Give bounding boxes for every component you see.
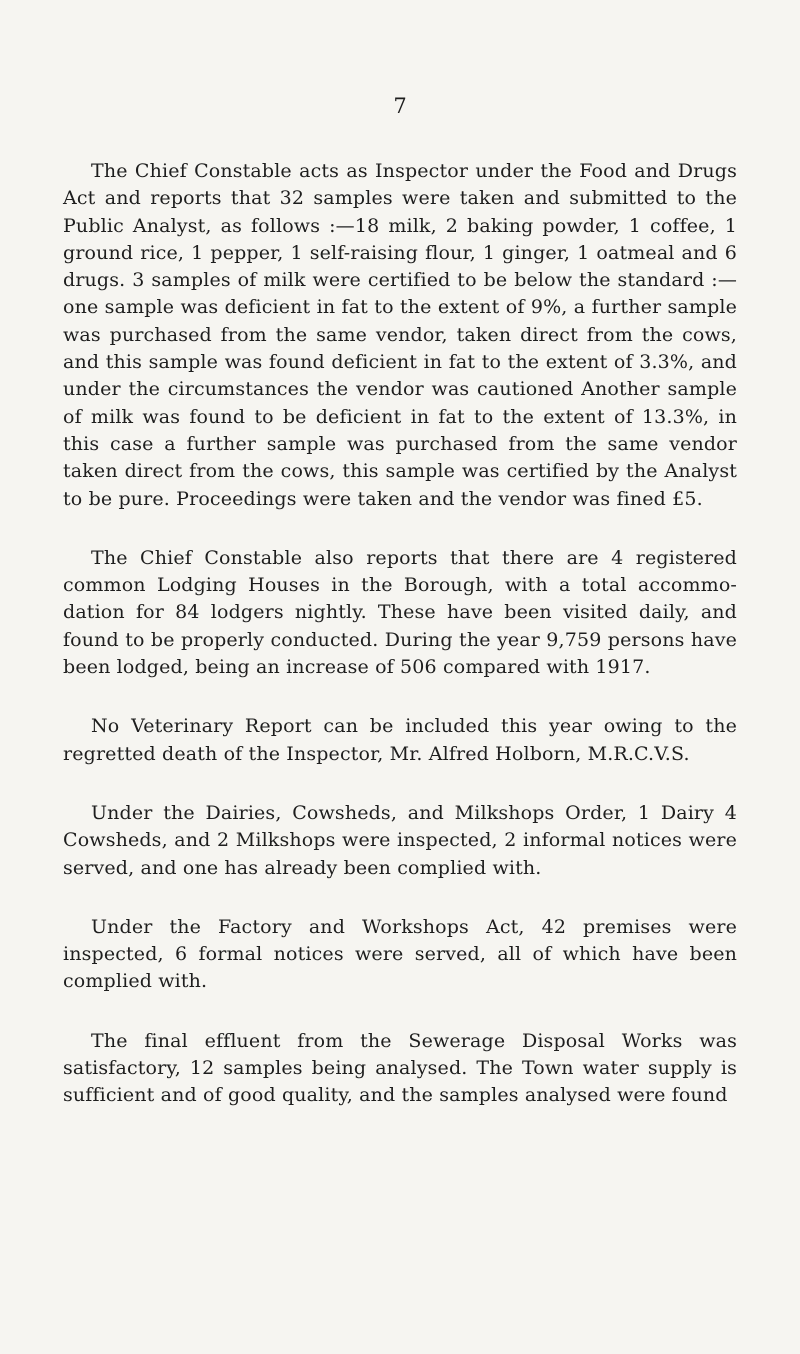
page-number: 7 — [393, 94, 407, 118]
report-body — [63, 158, 737, 1110]
paragraph-food-and-drugs: The Chief Constable acts as Inspector under the Food and Drugs Act and reports that 32 samples were taken and submitted to the Public Analyst, as follows :—18 milk, 2 baking powder, 1 coffee, 1 ground rice, 1 pepper, 1 self-raising flour, 1 ginger, 1 oatmeal and 6 drugs. 3 samples of milk were certified to be below the standard :— one sample was deficient in fat to the extent of 9%, a further sample was purchased from the same vendor, taken direct from the cows, and this sample was found deficient in fat to the extent of 3.3%, and under the circumstances the vendor was cautioned Another sample of milk was found to be deficient in fat to the extent of 13.3%, in this case a further sample was purchased from the same vendor taken direct from the cows, this sample was certified by the Analyst to be pure. Proceedings were taken and the vendor was fined £5. — [63, 160, 737, 510]
paragraph-factory-workshops: Under the Factory and Workshops Act, 42 premises were inspected, 6 formal notices were served, all of which have been complied with. — [63, 915, 737, 993]
paragraph-lodging-houses: The Chief Constable also reports that there are 4 registered common Lodging Houses in the Borough, with a total accommo- dation for 84 lodgers nightly. These have been visited daily, and found to be properly conducted. During the year 9,759 persons have been lodged, being an increase of 506 compared with 1917. — [63, 546, 737, 679]
paragraph-dairies-cowsheds: Under the Dairies, Cowsheds, and Milkshops Order, 1 Dairy 4 Cowsheds, and 2 Milkshops were inspected, 2 informal notices were served, and one has already been complied with. — [63, 801, 737, 879]
paragraph-veterinary-report: No Veterinary Report can be included this year owing to the regretted death of the Inspector, Mr. Alfred Holborn, M.R.C.V.S. — [63, 715, 737, 765]
paragraph-sewerage-water: The final effluent from the Sewerage Disposal Works was satisfactory, 12 samples being analysed. The Town water supply is sufficient and of good quality, and the samples analysed were found — [63, 1029, 737, 1107]
